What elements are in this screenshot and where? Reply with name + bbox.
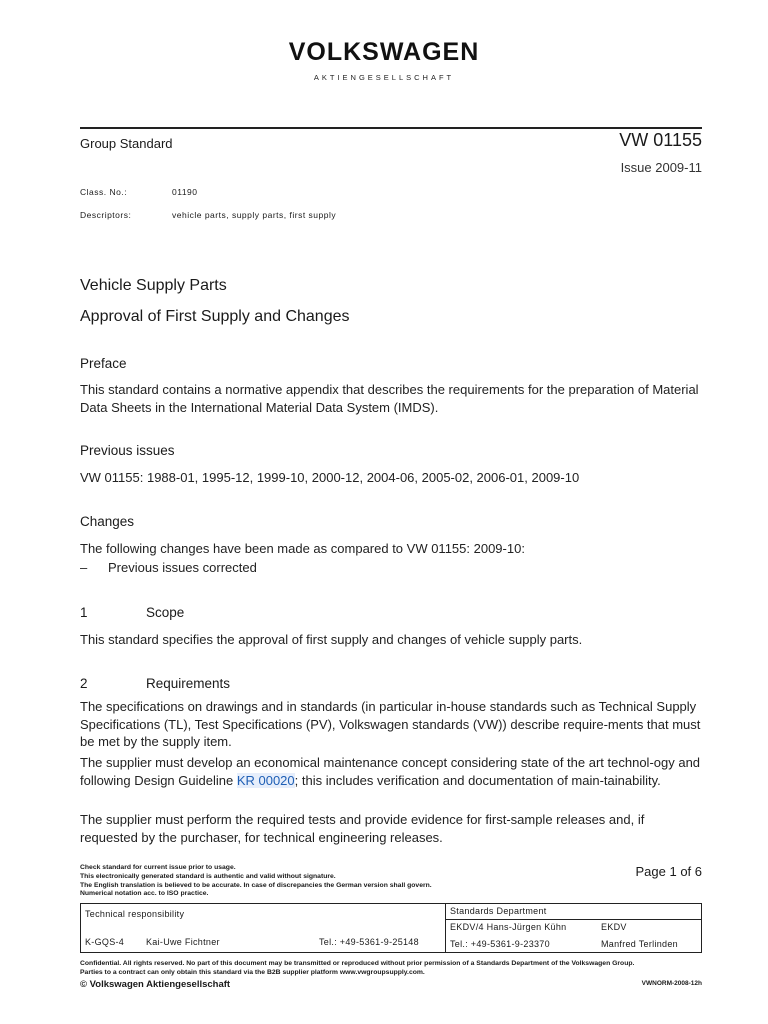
- class-no-value: 01190: [172, 187, 198, 197]
- document-title: Vehicle Supply Parts: [80, 277, 227, 294]
- preface-text: This standard contains a normative appendix that describes the requirements for the preparation of Material Data Sheets in the International Material Data System (IMDS).: [80, 382, 699, 415]
- responsibility-phone: Tel.: +49-5361-9-25148: [319, 937, 419, 947]
- changes-list-dash: –: [80, 560, 88, 575]
- responsibility-unit: K-GQS-4: [85, 937, 125, 947]
- changes-list-item: Previous issues corrected: [108, 560, 257, 575]
- section-1-title: Scope: [146, 605, 185, 620]
- confidential-line: Confidential. All rights reserved. No part of this document may be transmitted or reproduced without prior permission of a Standards Department of the Volkswagen Group.: [80, 960, 635, 967]
- footer-note: Numerical notation acc. to ISO practice.: [80, 890, 209, 898]
- group-standard-label: Group Standard: [80, 136, 173, 151]
- confidential-line: Parties to a contract can only obtain this standard via the B2B supplier platform www.vwgroupsupply.com.: [80, 968, 425, 976]
- previous-issues-heading: Previous issues: [80, 443, 175, 458]
- preface-heading: Preface: [80, 356, 127, 371]
- document-number: VW 01155: [619, 130, 702, 150]
- page-number: Page 1 of 6: [635, 864, 702, 879]
- changes-heading: Changes: [80, 514, 135, 529]
- section-2-paragraph-1: The specifications on drawings and in standards (in particular in-house standards such as Technical Supply Specifications (TL), Test Specifications (PV), Volkswagen standards (VW)) describe require-ments that must be met by the supply item.: [80, 699, 701, 749]
- descriptors-label: Descriptors:: [80, 210, 132, 220]
- kr-00020-link[interactable]: KR 00020: [236, 772, 295, 788]
- section-2-title: Requirements: [146, 676, 231, 691]
- document-subtitle: Approval of First Supply and Changes: [80, 308, 350, 325]
- header-divider: [80, 127, 702, 129]
- paragraph-text: ; this includes verification and documentation of main-tainability.: [294, 772, 661, 788]
- section-1-text: This standard specifies the approval of first supply and changes of vehicle supply parts.: [80, 632, 583, 647]
- section-2-paragraph-3: The supplier must perform the required tests and provide evidence for first-sample releases and, if requested by the purchaser, for technical engineering releases.: [80, 812, 645, 845]
- footer-notes: [80, 864, 432, 899]
- table-divider: [445, 919, 702, 920]
- section-2-number: 2: [80, 676, 88, 691]
- footer-note: Check standard for current issue prior to usage.: [80, 864, 236, 871]
- responsibility-name: Kai-Uwe Fichtner: [146, 937, 220, 947]
- section-2-paragraph-2: [80, 754, 704, 789]
- footer-note: The English translation is believed to be accurate. In case of discrepancies the German version shall govern.: [80, 881, 432, 889]
- issue-date: Issue 2009-11: [620, 160, 702, 175]
- changes-text: The following changes have been made as compared to VW 01155: 2009-10:: [80, 541, 525, 556]
- form-code: VWNORM-2008-12h: [641, 980, 702, 987]
- descriptors-value: vehicle parts, supply parts, first supply: [172, 210, 337, 220]
- section-1-number: 1: [80, 605, 88, 620]
- standards-unit: EKDV/4 Hans-Jürgen Kühn: [450, 922, 567, 932]
- standards-department-label: Standards Department: [450, 906, 547, 916]
- paragraph-text: The supplier must develop an economical maintenance concept considering state of the art technol-ogy and following Design Guideline: [80, 755, 701, 788]
- confidentiality-notice: [80, 960, 634, 978]
- copyright: © Volkswagen Aktiengesellschaft: [80, 979, 231, 990]
- class-no-label: Class. No.:: [80, 187, 128, 197]
- technical-responsibility-label: Technical responsibility: [85, 909, 185, 919]
- standards-phone: Tel.: +49-5361-9-23370: [450, 939, 550, 949]
- table-divider: [445, 903, 446, 953]
- volkswagen-logo: VOLKSWAGEN: [288, 38, 480, 66]
- standards-code: EKDV: [601, 922, 627, 932]
- logo-subtitle: AKTIENGESELLSCHAFT: [313, 73, 455, 82]
- standards-name: Manfred Terlinden: [601, 939, 678, 949]
- previous-issues-text: VW 01155: 1988-01, 1995-12, 1999-10, 2000-12, 2004-06, 2005-02, 2006-01, 2009-10: [80, 470, 580, 485]
- footer-note: This electronically generated standard is authentic and valid without signature.: [80, 872, 336, 880]
